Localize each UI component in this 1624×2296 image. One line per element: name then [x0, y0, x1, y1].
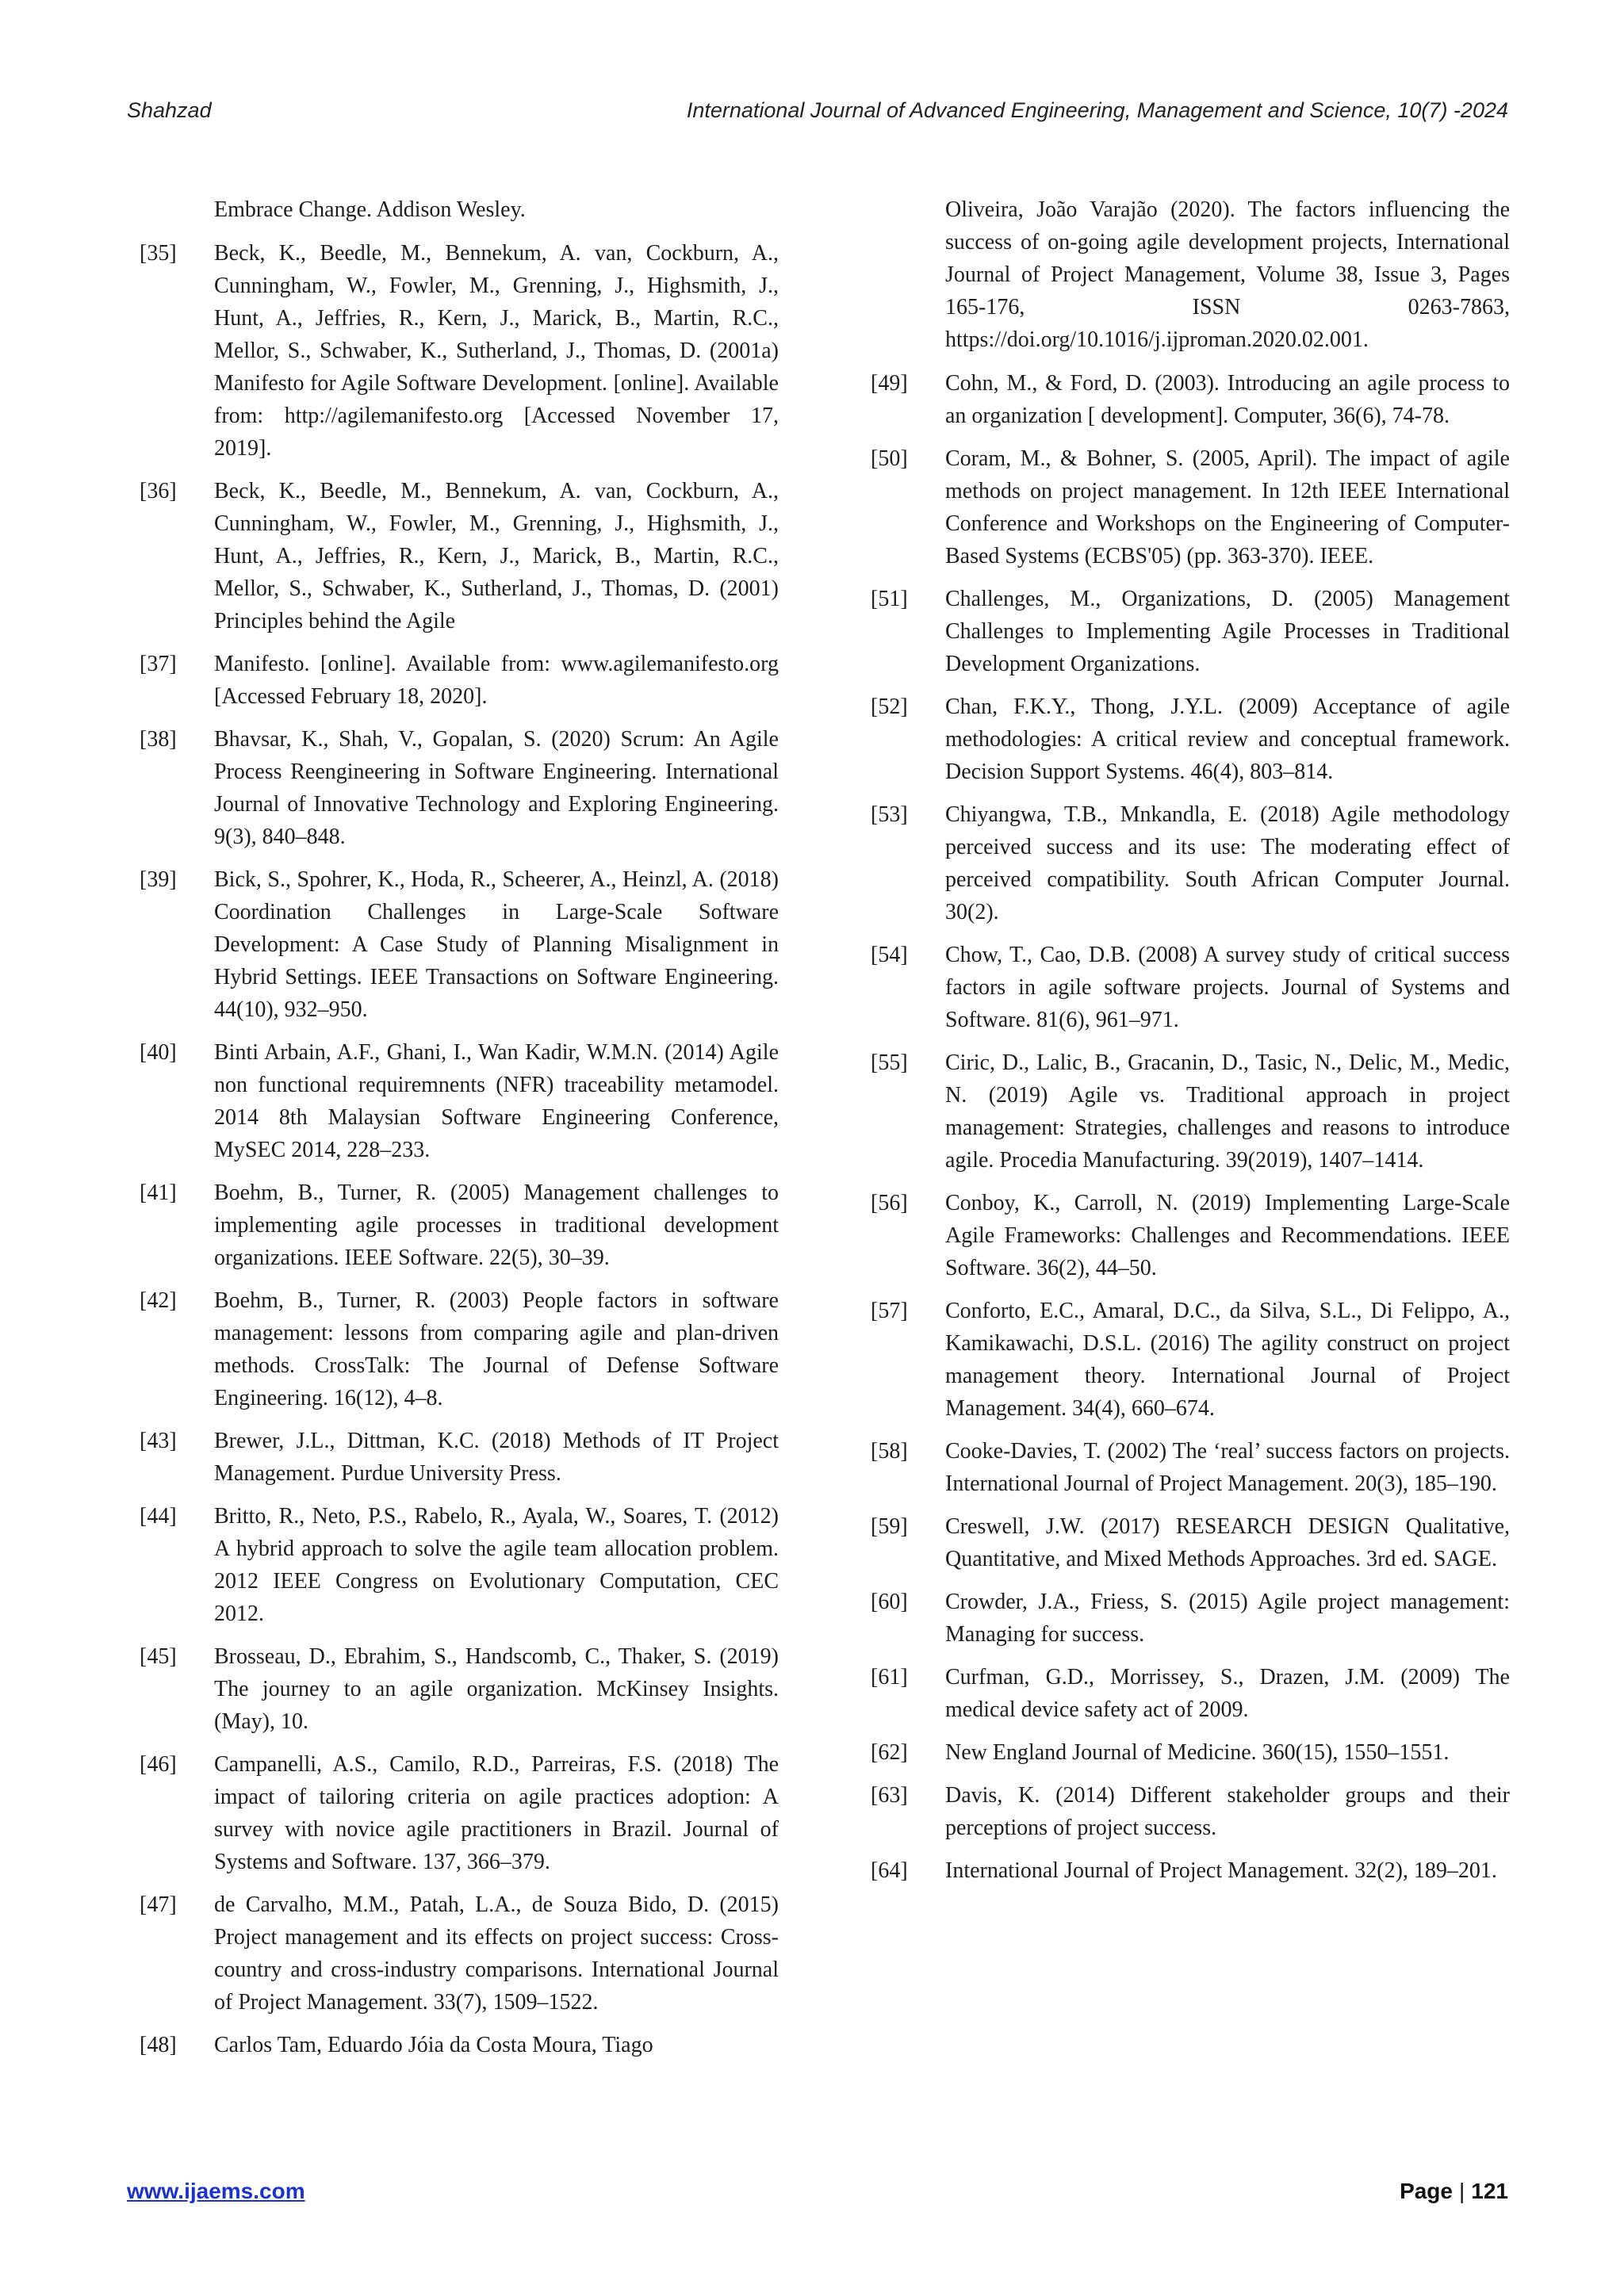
reference-number: [46] [140, 1752, 177, 1777]
page-number [1400, 2179, 1508, 2204]
reference-item [140, 1640, 779, 1738]
reference-item [871, 1435, 1510, 1500]
reference-item [871, 583, 1510, 680]
reference-number: [54] [871, 943, 908, 967]
reference-number: [38] [140, 727, 177, 752]
left-column [140, 193, 779, 2072]
reference-text: Britto, R., Neto, P.S., Rabelo, R., Ayala, W., Soares, T. (2012) A hybrid approach to solve the agile team allocation problem. 2012 IEEE Congress on Evolutionary Computation, CEC 2012. [214, 1504, 779, 1626]
reference-text: Cohn, M., & Ford, D. (2003). Introducing an agile process to an organization [ development]. Computer, 36(6), 74-78. [945, 371, 1510, 428]
reference-text: Davis, K. (2014) Different stakeholder groups and their perceptions of project success. [945, 1783, 1510, 1840]
reference-text: Chow, T., Cao, D.B. (2008) A survey study of critical success factors in agile software projects. Journal of Systems and Software. 81(6), 961–971. [945, 943, 1510, 1032]
reference-continuation [140, 193, 779, 226]
reference-item [871, 367, 1510, 432]
reference-item [871, 939, 1510, 1036]
reference-number: [41] [140, 1181, 177, 1205]
running-header [127, 98, 1508, 130]
reference-number: [49] [871, 371, 908, 396]
left-reference-list [140, 237, 779, 2061]
reference-item [871, 1187, 1510, 1284]
reference-item [140, 1036, 779, 1166]
reference-text: Creswell, J.W. (2017) RESEARCH DESIGN Qualitative, Quantitative, and Mixed Methods Approaches. 3rd ed. SAGE. [945, 1514, 1510, 1571]
reference-number: [64] [871, 1858, 908, 1883]
reference-number: [36] [140, 479, 177, 503]
reference-number: [48] [140, 2033, 177, 2057]
reference-text: Carlos Tam, Eduardo Jóia da Costa Moura, Tiago [214, 2033, 653, 2057]
reference-item [871, 1586, 1510, 1651]
reference-number: [55] [871, 1050, 908, 1075]
reference-number: [60] [871, 1590, 908, 1614]
reference-text: International Journal of Project Management. 32(2), 189–201. [945, 1858, 1497, 1883]
reference-item [140, 237, 779, 465]
reference-item [140, 1888, 779, 2019]
reference-item [871, 1854, 1510, 1887]
reference-text: Crowder, J.A., Friess, S. (2015) Agile project management: Managing for success. [945, 1590, 1510, 1647]
reference-item [871, 442, 1510, 572]
reference-number: [47] [140, 1892, 177, 1917]
reference-text: Boehm, B., Turner, R. (2003) People factors in software management: lessons from comparing agile and plan-driven methods. CrossTalk: The Journal of Defense Software Engineering. 16(12), 4–8. [214, 1288, 779, 1410]
reference-number: [42] [140, 1288, 177, 1313]
reference-number: [50] [871, 446, 908, 471]
page-separator: | [1459, 2179, 1465, 2203]
reference-text: Campanelli, A.S., Camilo, R.D., Parreiras, F.S. (2018) The impact of tailoring criteria on agile practices adoption: A survey with novice agile practitioners in Brazil. Journal of Systems and Software. 137, 366–379. [214, 1752, 779, 1874]
journal-website-link[interactable]: www.ijaems.com [127, 2179, 305, 2203]
reference-item [140, 1500, 779, 1630]
right-reference-list [871, 367, 1510, 1887]
reference-number: [43] [140, 1429, 177, 1453]
reference-text: New England Journal of Medicine. 360(15), 1550–1551. [945, 1740, 1450, 1765]
reference-item [871, 1047, 1510, 1177]
reference-text: Chan, F.K.Y., Thong, J.Y.L. (2009) Acceptance of agile methodologies: A critical review and conceptual framework. Decision Support Systems. 46(4), 803–814. [945, 695, 1510, 784]
reference-number: [40] [140, 1040, 177, 1065]
reference-item [140, 2029, 779, 2061]
reference-item [871, 1661, 1510, 1726]
reference-text: Ciric, D., Lalic, B., Gracanin, D., Tasic, N., Delic, M., Medic, N. (2019) Agile vs. Traditional approach in project management: Strategies, challenges and reasons to introduce agile. Procedia Manufacturing. 39(2019), 1407–1414. [945, 1050, 1510, 1173]
reference-number: [51] [871, 587, 908, 611]
reference-item [871, 1510, 1510, 1575]
reference-text: Manifesto. [online]. Available from: www.agilemanifesto.org [Accessed February 18, 2020]. [214, 652, 779, 709]
reference-number: [58] [871, 1439, 908, 1464]
reference-continuation [871, 193, 1510, 356]
header-journal-title: International Journal of Advanced Engineering, Management and Science, 10(7) -2024 [686, 98, 1508, 122]
reference-number: [39] [140, 867, 177, 892]
reference-item [871, 691, 1510, 788]
reference-item [140, 648, 779, 713]
page-footer [127, 2179, 1508, 2210]
reference-text: Conforto, E.C., Amaral, D.C., da Silva, S.L., Di Felippo, A., Kamikawachi, D.S.L. (2016) The agility construct on project management theory. International Journal of Project Management. 34(4), 660–674. [945, 1299, 1510, 1421]
reference-item [140, 1425, 779, 1490]
reference-number: [53] [871, 802, 908, 827]
reference-text: Curfman, G.D., Morrissey, S., Drazen, J.M. (2009) The medical device safety act of 2009. [945, 1665, 1510, 1722]
reference-text: Coram, M., & Bohner, S. (2005, April). The impact of agile methods on project management. In 12th IEEE International Conference and Workshops on the Engineering of Computer-Based Systems (ECBS'05) (pp. 363-370). IEEE. [945, 446, 1510, 568]
reference-item [871, 798, 1510, 928]
reference-item [140, 475, 779, 637]
reference-text: Conboy, K., Carroll, N. (2019) Implementing Large-Scale Agile Frameworks: Challenges and Recommendations. IEEE Software. 36(2), 44–50. [945, 1191, 1510, 1280]
reference-number: [37] [140, 652, 177, 676]
reference-text: Brosseau, D., Ebrahim, S., Handscomb, C., Thaker, S. (2019) The journey to an agile organization. McKinsey Insights. (May), 10. [214, 1644, 779, 1734]
reference-item [140, 1748, 779, 1878]
reference-number: [44] [140, 1504, 177, 1529]
reference-text: Brewer, J.L., Dittman, K.C. (2018) Methods of IT Project Management. Purdue University Press. [214, 1429, 779, 1486]
reference-text: Bhavsar, K., Shah, V., Gopalan, S. (2020) Scrum: An Agile Process Reengineering in Software Engineering. International Journal of Innovative Technology and Exploring Engineering. 9(3), 840–848. [214, 727, 779, 849]
reference-text: Chiyangwa, T.B., Mnkandla, E. (2018) Agile methodology perceived success and its use: The moderating effect of perceived compatibility. South African Computer Journal. 30(2). [945, 802, 1510, 924]
reference-item [871, 1736, 1510, 1769]
reference-text: Beck, K., Beedle, M., Bennekum, A. van, Cockburn, A., Cunningham, W., Fowler, M., Grenning, J., Highsmith, J., Hunt, A., Jeffries, R., Kern, J., Marick, B., Martin, R.C., Mellor, S., Schwaber, K., Sutherland, J., Thomas, D. (2001) Principles behind the Agile [214, 479, 779, 633]
reference-text: Embrace Change. Addison Wesley. [214, 197, 526, 222]
page-number-value: 121 [1471, 2179, 1508, 2203]
reference-text: Boehm, B., Turner, R. (2005) Management challenges to implementing agile processes in traditional development organizations. IEEE Software. 22(5), 30–39. [214, 1181, 779, 1270]
reference-number: [45] [140, 1644, 177, 1669]
reference-item [140, 723, 779, 853]
reference-text: Bick, S., Spohrer, K., Hoda, R., Scheerer, A., Heinzl, A. (2018) Coordination Challenges in Large-Scale Software Development: A Case Study of Planning Misalignment in Hybrid Settings. IEEE Transactions on Software Engineering. 44(10), 932–950. [214, 867, 779, 1022]
reference-text: Challenges, M., Organizations, D. (2005) Management Challenges to Implementing Agile Processes in Traditional Development Organizations. [945, 587, 1510, 676]
reference-item [140, 1284, 779, 1414]
reference-text: Beck, K., Beedle, M., Bennekum, A. van, Cockburn, A., Cunningham, W., Fowler, M., Grenning, J., Highsmith, J., Hunt, A., Jeffries, R., Kern, J., Marick, B., Martin, R.C., Mellor, S., Schwaber, K., Sutherland, J., Thomas, D. (2001a) Manifesto for Agile Software Development. [online]. Available from: http://agilemanifesto.org [Accessed November 17, 2019]. [214, 241, 779, 461]
reference-text: Binti Arbain, A.F., Ghani, I., Wan Kadir, W.M.N. (2014) Agile non functional requiremnents (NFR) traceability metamodel. 2014 8th Malaysian Software Engineering Conference, MySEC 2014, 228–233. [214, 1040, 779, 1162]
reference-number: [63] [871, 1783, 908, 1808]
reference-number: [62] [871, 1740, 908, 1765]
reference-number: [57] [871, 1299, 908, 1323]
reference-text: de Carvalho, M.M., Patah, L.A., de Souza Bido, D. (2015) Project management and its effects on project success: Cross-country and cross-industry comparisons. International Journal of Project Management. 33(7), 1509–1522. [214, 1892, 779, 2015]
reference-item [871, 1779, 1510, 1844]
reference-number: [56] [871, 1191, 908, 1215]
reference-number: [59] [871, 1514, 908, 1539]
reference-number: [35] [140, 241, 177, 266]
header-author: Shahzad [127, 98, 212, 122]
reference-item [140, 863, 779, 1026]
reference-number: [52] [871, 695, 908, 719]
reference-item [140, 1177, 779, 1274]
reference-text: Oliveira, João Varajão (2020). The factors influencing the success of on-going agile development projects, International Journal of Project Management, Volume 38, Issue 3, Pages 165-176, ISSN 0263-7863, https://doi.org/10.1016/j.ijproman.2020.02.001. [945, 197, 1510, 352]
reference-text: Cooke-Davies, T. (2002) The ‘real’ success factors on projects. International Journal of Project Management. 20(3), 185–190. [945, 1439, 1510, 1496]
reference-item [871, 1295, 1510, 1425]
right-column [871, 193, 1510, 1897]
page-label: Page [1400, 2179, 1453, 2203]
reference-number: [61] [871, 1665, 908, 1689]
